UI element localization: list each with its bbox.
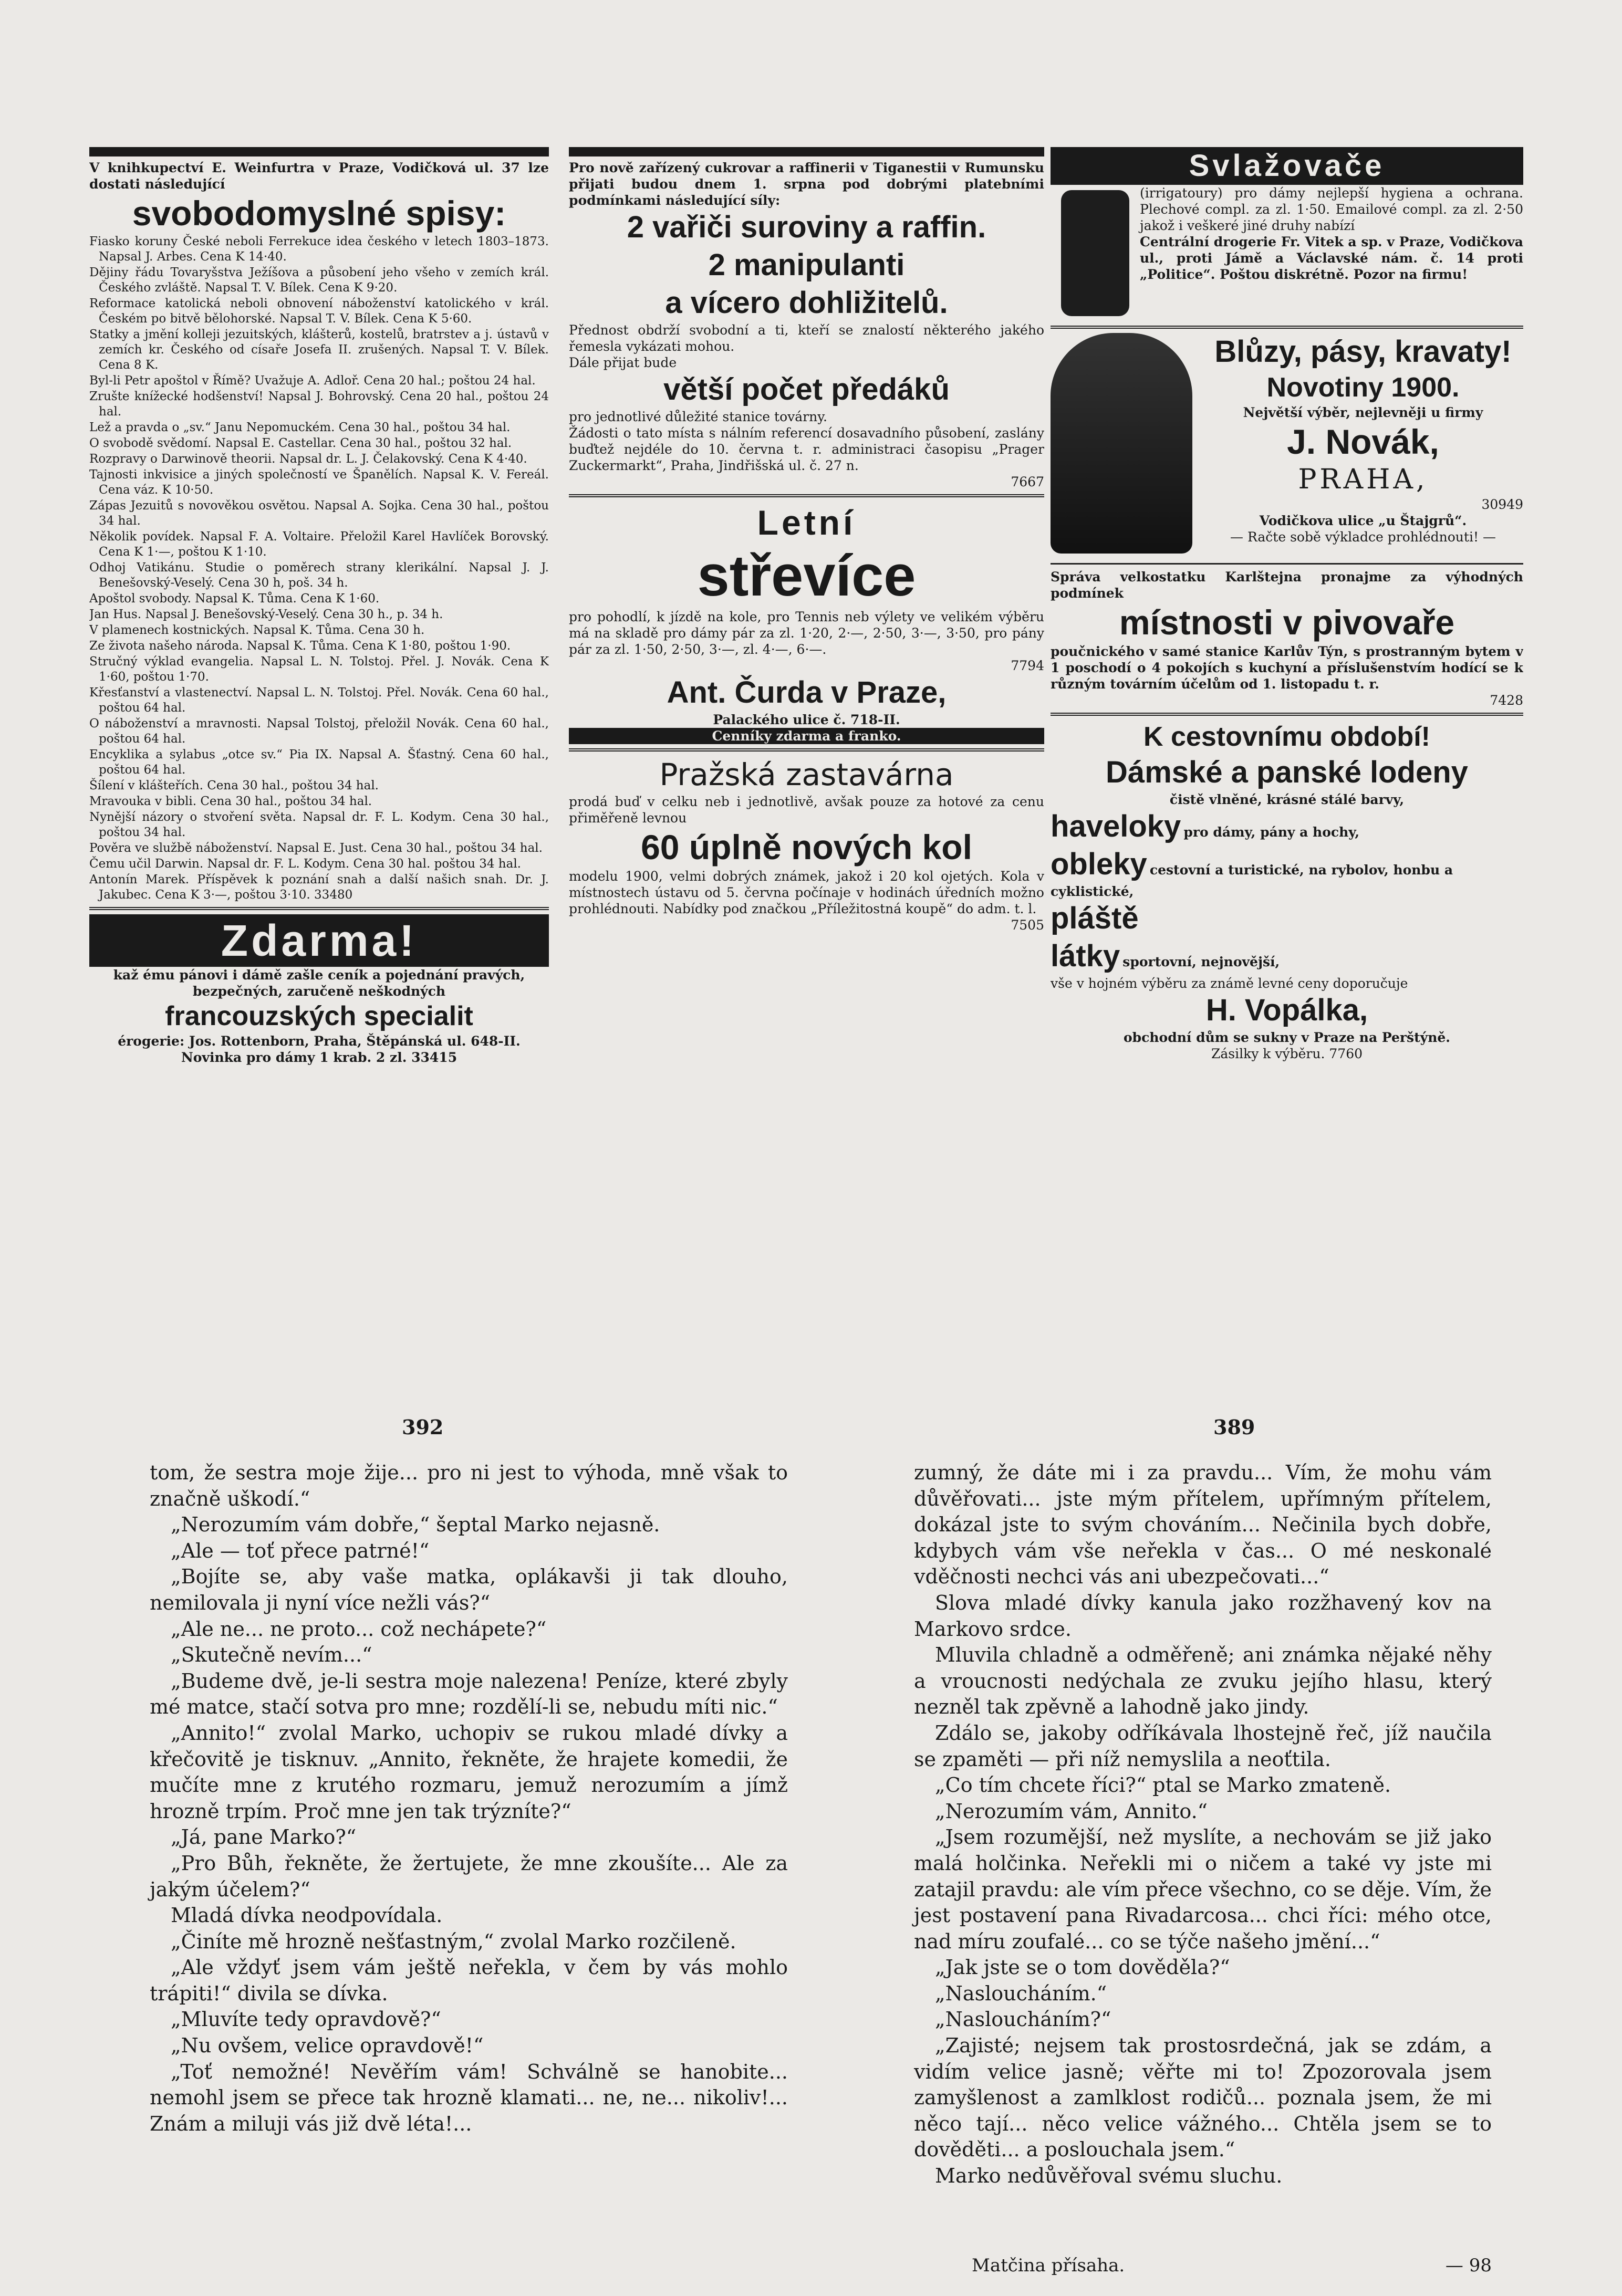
zasilky-text	[1051, 1046, 1523, 1062]
column-middle-ads	[569, 147, 1044, 1250]
havel-word: haveloky	[1051, 809, 1181, 843]
obleky-text: cestovní a turistické, na rybolov, honbu a cyklistické,	[1051, 862, 1453, 899]
book-item: Šílení v klášteřích. Cena 30 hal., poštou 34 hal.	[89, 779, 379, 792]
story-paragraph: „Skutečně nevím...“	[171, 1643, 372, 1667]
top-rule	[89, 147, 549, 156]
kol-title: 60 úplně nových kol	[641, 828, 972, 867]
sugar-h4: větší počet předáků	[663, 372, 950, 406]
book-item: Reformace katolická neboli obnovení náboženství katolického v král. Českém po bitvě bělohorské. Napsal T. V. Bílek. Cena K 5·60.	[89, 297, 549, 326]
sugar-p2: Dále přijat bude	[569, 355, 677, 370]
lady-illustration	[1051, 333, 1192, 554]
zastavarna-text: prodá buď v celku neb i jednotlivě, avšak pouze za hotové za cenu přiměřeně levnou	[569, 794, 1044, 826]
book-item: Čemu učil Darwin. Napsal dr. F. L. Kodym. Cena 30 hal. poštou 34 hal.	[89, 857, 521, 871]
divider	[569, 494, 1044, 497]
book-item: Mravouka v bibli. Cena 30 hal., poštou 34 hal.	[89, 795, 372, 808]
book-item: Zrušte knížecké hodšenství! Napsal J. Bohrovský. Cena 20 hal., poštou 24 hal.	[89, 390, 549, 419]
book-item: Dějiny řádu Tovaryšstva Ježíšova a působení jeho všeho v zemích král. Českého zvláště. Napsal T. V. Bílek. Cena K 9·20.	[89, 266, 549, 295]
story-paragraph: „Nerozumím vám dobře,“ šeptal Marko nejasně.	[171, 1513, 660, 1537]
story-paragraph: Marko nedůvěřoval svému sluchu.	[935, 2164, 1283, 2188]
mistnosti-num: 7428	[1490, 693, 1523, 708]
sprava-text: Správa velkostatku Karlštejna pronajme za výhodných podmínek	[1051, 569, 1523, 601]
sugar-h1: 2 vařiči suroviny a raffin.	[627, 210, 986, 244]
divider	[1051, 713, 1523, 716]
havel-text: pro dámy, pány a hochy,	[1183, 825, 1360, 840]
book-item: Lež a pravda o „sv.“ Janu Nepomuckém. Cena 30 hal., poštou 34 hal.	[89, 421, 511, 434]
divider	[1051, 563, 1523, 565]
bookstore-intro: V knihkupectví E. Weinfurtra v Praze, Vodičková ul. 37 lze dostati následující	[89, 160, 549, 192]
top-rule	[569, 147, 1044, 156]
latky-word: látky	[1051, 939, 1120, 973]
latky-text: sportovní, nejnovější,	[1122, 954, 1280, 969]
story-paragraph: „Jsem rozumější, než myslíte, a nechovám se již jako malá holčinka. Neřekli mi o ničem a také vy jste mi zatajil pravdu: ale vím přece všechno, co se děje. Vím, že jest postavení pana Rivadarcosa... chci říci: mého otce, nad míru zoufalé... co se týče našeho jmění...“	[914, 1825, 1492, 1953]
book-item: Stručný výklad evangelia. Napsal L. N. Tolstoj. Přel. J. Novák. Cena K 1·60, poštou 1·70.	[89, 655, 549, 684]
vyber-text: Největší výběr, nejlevněji u firmy	[1243, 405, 1483, 420]
sugar-num: 7667	[1011, 474, 1044, 489]
obleky-row	[1051, 846, 1523, 900]
bluzy-title: Blůzy, pásy, kravaty!	[1214, 335, 1512, 369]
book-item: Byl-li Petr apoštol v Římě? Uvažuje A. Adloř. Cena 20 hal.; poštou 24 hal.	[89, 374, 536, 388]
book-item: Několik povídek. Napsal F. A. Voltaire. Přeložil Karel Havlíček Borovský. Cena K 1·—, poštou K 1·10.	[89, 530, 549, 559]
lodeny-title: Dámské a panské lodeny	[1106, 755, 1468, 789]
cennik-banner: Cenníky zdarma a franko.	[569, 728, 1044, 744]
story-paragraph: „Mluvíte tedy opravdově?“	[171, 2008, 441, 2031]
svlazovace-title: Svlažovače	[1051, 147, 1523, 185]
kol-num: 7505	[1011, 917, 1044, 933]
story-paragraph: „Ale vždyť jsem vám ještě neřekla, v čem by vás mohlo trápiti!“ divila se dívka.	[150, 1956, 788, 2005]
divider	[1051, 326, 1523, 329]
book-item: Zápas Jezuitů s novověkou osvětou. Napsal A. Sojka. Cena 30 hal., poštou 34 hal.	[89, 499, 549, 528]
story-paragraph: „Já, pane Marko?“	[171, 1825, 357, 1849]
story-paragraph: tom, že sestra moje žije... pro ni jest to výhoda, mně však to značně uškodí.“	[150, 1461, 788, 1510]
book-item: Nynější názory o stvoření světa. Napsal dr. F. L. Kodym. Cena 30 hal., poštou 34 hal.	[89, 810, 549, 839]
column-right-ads	[1051, 147, 1523, 1250]
shoes-num: 7794	[1011, 658, 1044, 673]
zasilky-label: Zásilky k výběru.	[1211, 1046, 1325, 1061]
story-paragraph: „Co tím chcete říci?“ ptal se Marko zmateně.	[935, 1773, 1391, 1797]
letni-title: Letní	[757, 503, 856, 542]
vodickova-text: Vodičkova ulice „u Štajgrů“.	[1259, 513, 1467, 528]
story-paragraph: „Bojíte se, aby vaše matka, oplákavši ji tak dlouho, nemilovala ji nyní více nežli vás?“	[150, 1565, 788, 1614]
latky-row	[1051, 937, 1523, 975]
page-number-left: 392	[402, 1415, 444, 1439]
book-item: Encyklika a sylabus „otce sv.“ Pia IX. Napsal A. Šťastný. Cena 60 hal., poštou 64 hal.	[89, 748, 549, 777]
story-paragraph: Mluvila chladně a odměřeně; ani známka nějaké něhy a vroucnosti nedýchala ze zvuku jejího hlasu, který nezněl tak zpěvně a lahodně jako jindy.	[914, 1643, 1492, 1719]
story-paragraph: „Zajisté; nejsem tak prostosrdečná, jak se zdám, a vidím velice jasně; věřte mi to! Zpozorovala jsem zamyšlenost a zamlklost rodičů... poznala jsem, že mi něco tají... něco velice vážného... Chtěla jsem se to dověděti... a poslouchala jsem.“	[914, 2034, 1492, 2162]
story-paragraph: Slova mladé dívky kanula jako rozžhavený kov na Markovo srdce.	[914, 1591, 1492, 1641]
svlazovace-firm: Centrální drogerie Fr. Vitek a sp. v Praze, Vodičkova ul., proti Jámě a Václavské nám. č. 14 proti „Politice“. Poštou diskrétně. Pozor na firmu!	[1140, 234, 1523, 282]
zdarma-title: francouzských specialit	[165, 1001, 473, 1031]
story-paragraph: „Toť nemožné! Nevěřím vám! Schválně se hanobite... nemohl jsem se přece tak hrozně klamati... ne, ne... nikoliv!... Znám a miluji vás již dvě léta!...	[150, 2060, 788, 2135]
sugar-h3: a vícero dohližitelů.	[665, 286, 948, 320]
book-item: Ze života našeho národa. Napsal K. Tůma. Cena K 1·80, poštou 1·90.	[89, 639, 511, 653]
curda-name: Ant. Čurda v Praze,	[667, 675, 947, 709]
book-item: Antonín Marek. Příspěvek k poznání snah a další našich snah. Dr. J. Jakubec. Cena K 3·—, poštou 3·10. 33480	[89, 873, 549, 902]
plaste-row	[1051, 900, 1523, 937]
story-paragraph: Zdálo se, jakoby odříkávala lhostejně řeč, jíž naučila se zpaměti — při níž nemyslila a neoťtila.	[914, 1721, 1492, 1771]
zastavarna-title: Pražská zastavárna	[659, 757, 954, 792]
obleky-word: obleky	[1051, 847, 1147, 881]
book-item: Jan Hus. Napsal J. Benešovský-Veselý. Cena 30 h., p. 34 h.	[89, 608, 443, 621]
novak-ad	[1051, 333, 1523, 559]
story-paragraph: „Jak jste se o tom dověděla?“	[935, 1956, 1230, 1979]
book-item: Tajnosti inkvisice a jiných společností ve Španělích. Napsal K. V. Fereál. Cena váz. K 10·50.	[89, 468, 549, 497]
story-paragraph: „Budeme dvě, je-li sestra moje nalezena! Peníze, které zbyly mé matce, stačí sotva pro mne; rozdělí-li se, nebudu míti nic.“	[150, 1669, 788, 1719]
story-paragraph: „Nerozumím vám, Annito.“	[935, 1799, 1208, 1823]
footer-title: Matčina přísaha.	[972, 2255, 1125, 2276]
book-item: Statky a jmění kolleji jezuitských, klášterů, kostelů, bratrstev a j. ústavů v zemích kr. Českého od císaře Josefa II. zrušených. Napsal T. V. Bílek. Cena 8 K.	[89, 328, 549, 372]
story-footer	[972, 2255, 1492, 2276]
curda-address: Palackého ulice č. 718-II.	[713, 712, 900, 727]
book-item: O náboženství a mravnosti. Napsal Tolstoj, přeložil Novák. Cena 60 hal., poštou 64 hal.	[89, 717, 549, 746]
kol-text: modelu 1900, velmi dobrých známek, jakož i 20 kol ojetých. Kola v místnostech ústavu od 5. června počínaje v hodinách úředních možno prohlédnouti. Nabídky pod značkou „Příležitostná koupě“ do adm. t. l.	[569, 869, 1044, 916]
strevice-title: střevíce	[697, 544, 916, 608]
story-paragraph: „Pro Bůh, řekněte, že žertujete, že mne zkoušíte... Ale za jakým účelem?“	[150, 1851, 788, 1901]
book-list	[89, 234, 549, 903]
vopalka-name: H. Vopálka,	[1205, 993, 1368, 1027]
ratte-text: — Račte sobě výkladce prohlédnouti! —	[1230, 529, 1496, 545]
column-left-ads	[89, 147, 549, 1250]
book-item: O svobodě svědomí. Napsal E. Castellar. Cena 30 hal., poštou 32 hal.	[89, 436, 512, 450]
book-item: Odhoj Vatikánu. Studie o poměrech strany klerikální. Napsal J. J. Benešovský-Veselý. Cena 30 h, poš. 34 h.	[89, 561, 549, 590]
zasilky-num: 7760	[1329, 1046, 1363, 1061]
cestovni-title: K cestovnímu období!	[1143, 722, 1430, 752]
zdarma-end: érogerie: Jos. Rottenborn, Praha, Štěpánská ul. 648-II. Novinka pro dámy 1 krab. 2 zl. 33415	[118, 1034, 521, 1065]
shoes-text: pro pohodlí, k jízdě na kole, pro Tennis neb výlety ve velikém výběru má na skladě pro dámy pár za zl. 1·20, 2·—, 2·50, 3·—, 3·50, pro pány pár za zl. 1·50, 2·50, 3·—, zl. 4·—, 6·—.	[569, 609, 1044, 657]
story-paragraph: Mladá dívka neodpovídala.	[171, 1904, 443, 1927]
mistnosti-text: poučnického v samé stanice Karlův Týn, s prostranným bytem v 1 poschodí o 4 pokojích s kuchyní a příslušenstvím hodící se k různým továrním účelům od 1. listopadu t. r.	[1051, 644, 1523, 692]
zdarma-text: kaž ému pánovi i dámě zašle ceník a pojednání pravých, bezpečných, zaručeně neškodných	[113, 967, 525, 999]
book-item: Apoštol svobody. Napsal K. Tůma. Cena K 1·60.	[89, 592, 380, 606]
irrigator-illustration	[1061, 190, 1129, 316]
book-item: Rozpravy o Darwinově theorii. Napsal dr. L. J. Čelakovský. Cena K 4·40.	[89, 452, 527, 466]
praha-num: 30949	[1481, 497, 1523, 512]
story-paragraph: „Nasloucháním.“	[935, 1981, 1107, 2005]
sugar-h2: 2 manipulanti	[708, 248, 905, 282]
story-paragraph: „Nasloucháním?“	[935, 2008, 1111, 2031]
book-item: Fiasko koruny České neboli Ferrekuce idea českého v letech 1803–1873. Napsal J. Arbes. Cena K 14·40.	[89, 235, 549, 264]
story-paragraph: „Činíte mě hrozně nešťastným,“ zvolal Marko rozčileně.	[171, 1929, 736, 1953]
story-paragraph: „Nu ovšem, velice opravdově!“	[171, 2034, 484, 2058]
svlazovace-text: (irrigatoury) pro dámy nejlepší hygiena a ochrana. Plechové compl. za zl. 1·50. Emailové compl. za zl. 2·50 jakož i veškeré jiné druhy nabízí	[1140, 185, 1523, 233]
footer-page: — 98	[1445, 2255, 1492, 2276]
book-item: Pověra ve službě náboženství. Napsal E. Just. Cena 30 hal., poštou 34 hal.	[89, 841, 543, 855]
praha-title: PRAHA,	[1298, 464, 1428, 495]
zdarma-banner: Zdarma!	[89, 914, 549, 967]
story-paragraph: „Annito!“ zvolal Marko, uchopiv se rukou mladé dívky a křečovitě je tisknuv. „Annito, řekněte, že hrajete komedii, že mučíte mne z krutého rozmaru, jemuž nerozumím a jímž hrozně trpím. Proč mne jen tak trýzníte?“	[150, 1721, 788, 1823]
novotiny-title: Novotiny 1900.	[1266, 372, 1460, 403]
divider	[89, 907, 549, 910]
sugar-p3: pro jednotlivé důležité stanice továrny.	[569, 409, 827, 424]
sugar-p1: Přednost obdrží svobodní a ti, kteří se znalostí některého jakého řemesla vykázati mohou.	[569, 322, 1044, 354]
vse-text: vše v hojném výběru za známě levné ceny doporučuje	[1051, 976, 1408, 991]
story-right-column	[914, 1460, 1492, 2189]
books-headline: svobodomyslné spisy:	[132, 194, 506, 233]
sugar-p4: Žádosti o tato místa s nálním referencí dosavadního působení, zaslány buďtež nejdéle do 10. června t. r. administraci časopisu „Prager Zuckermarkt“, Praha, Jindřišská ul. č. 27 n.	[569, 425, 1044, 473]
plaste-word: pláště	[1051, 901, 1139, 935]
page-number-right: 389	[1213, 1415, 1255, 1439]
book-item: V plamenech kostnických. Napsal K. Tůma. Cena 30 h.	[89, 623, 425, 637]
story-left-column	[150, 1460, 788, 2137]
divider	[569, 748, 1044, 752]
novak-name: J. Novák,	[1287, 422, 1439, 461]
svlazovace-ad	[1051, 185, 1523, 321]
sugar-intro: Pro nově zařízený cukrovar a raffinerii v Tiganestii v Rumunsku přijati budou dnem 1. srpna pod dobrými platebními podmínkami následující síly:	[569, 160, 1044, 208]
cist-text: čistě vlněné, krásné stálé barvy,	[1169, 792, 1405, 807]
obchod-text: obchodní dům se sukny v Praze na Perštýně.	[1124, 1030, 1450, 1045]
story-paragraph: „Ale — toť přece patrné!“	[171, 1539, 430, 1562]
story-paragraph: zumný, že dáte mi i za pravdu... Vím, že mohu vám důvěřovati... jste mým přítelem, upřímným přítelem, dokázal jste to svým chováním... Nečinila bych dobře, kdybych vám vše neřekla v čas... O mé neskonalé vděčnosti nechci vás ani ubezpečovati...“	[914, 1461, 1492, 1589]
story-paragraph: „Ale ne... ne proto... což nechápete?“	[171, 1617, 547, 1641]
book-item: Křesťanství a vlastenectví. Napsal L. N. Tolstoj. Přel. Novák. Cena 60 hal., poštou 64 hal.	[89, 686, 549, 715]
mistnosti-title: místnosti v pivovaře	[1119, 603, 1455, 642]
havel-row	[1051, 808, 1523, 846]
